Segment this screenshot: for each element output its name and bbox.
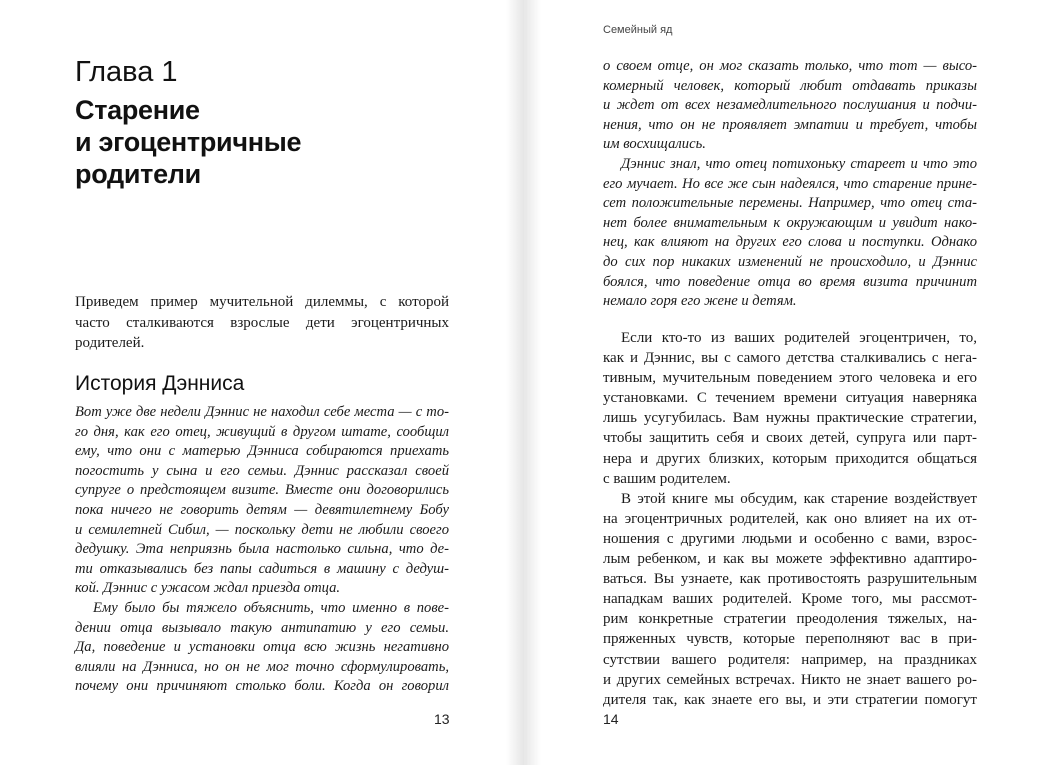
text-line: немало горя его жене и детям.: [603, 293, 797, 310]
story-continuation: [603, 57, 977, 312]
text-line: пряженных чувств, которые переполняют вас в при-: [603, 631, 977, 648]
text-line: лишь усугубилась. Вам нужны практические стратегии,: [603, 410, 977, 427]
text-line: дителя так, как знаете его вы, и эти стратегии помогут: [603, 691, 977, 708]
left-page: [0, 0, 524, 765]
text-line: чтобы защитить себя и своих детей, супруга или парт-: [603, 430, 977, 447]
story-text: [75, 403, 449, 697]
text-line: нера и других близких, которым приходится общаться: [603, 450, 977, 467]
text-line: нения, что он не проявляет эмпатии и требует, чтобы: [603, 116, 977, 133]
gutter-shadow: [527, 0, 541, 765]
text-line: Да, поведение и установки отца всю жизнь негативно: [75, 639, 449, 656]
text-line: рим конкретные стратегии преодоления тяжелых, на-: [603, 611, 977, 628]
text-line: с вашим родителем.: [603, 470, 731, 487]
text-line: боялся, что поведение отца во время визита причинит: [603, 273, 977, 290]
text-line: нец, как влияют на других его слова и поступки. Однако: [603, 234, 977, 251]
gutter-shadow: [506, 0, 524, 765]
text-line: как и Дэннис, вы с самого детства сталкивались с нега-: [603, 350, 977, 367]
text-line: ти отказывались без папы садиться в машину с дедуш-: [75, 560, 449, 577]
chapter-title-line: Старение: [75, 95, 200, 125]
body-paragraph: [603, 489, 977, 710]
text-line: нападкам ваших родителей. Кроме того, мы рассмот-: [603, 591, 977, 608]
text-line: дении отца вызывало такую антипатию у его семьи.: [75, 619, 449, 636]
text-line: го дня, как его отец, живущий в другом штате, сообщил: [75, 423, 449, 440]
page-number: 14: [603, 711, 619, 727]
chapter-number: Глава 1: [75, 56, 178, 88]
text-line: и ждет от всех незамедлительного послушания и подчи-: [603, 97, 977, 114]
text-line: на эгоцентричных родителей, как оно влияет на их от-: [603, 510, 977, 527]
running-head: Семейный яд: [603, 24, 673, 36]
chapter-title: [75, 94, 475, 190]
text-line: супруге о предстоящем визите. Вместе они договорились: [75, 482, 449, 499]
text-line: Приведем пример мучительной дилеммы, с которой: [75, 294, 449, 310]
body-text: [603, 328, 977, 710]
intro-paragraph: [75, 292, 449, 354]
text-line: установками. С течением времени ситуация наверняка: [603, 390, 977, 407]
text-line: лым ребенком, и как вы можете эффективно адаптиро-: [603, 551, 977, 568]
chapter-title-line: родители: [75, 159, 201, 189]
text-line: нет более внимательным к окружающим и увидит нако-: [603, 214, 977, 231]
text-line: и семилетней Сибил, — поскольку дети не любили своего: [75, 521, 449, 538]
text-line: пока ничего не говорить детям — девятилетнему Бобу: [75, 501, 449, 518]
chapter-title-line: и эгоцентричные: [75, 127, 302, 157]
story-paragraph: [603, 57, 977, 155]
text-line: и других семейных встречах. Никто не знает вашего ро-: [603, 671, 977, 688]
text-line: Ему было бы тяжело объяснить, что именно в пове-: [93, 599, 449, 616]
text-line: его мучает. Но все же сын надеялся, что старение прине-: [603, 175, 977, 192]
text-line: им восхищались.: [603, 136, 706, 153]
text-line: дедушку. Эта неприязнь была настолько сильна, что де-: [75, 541, 449, 558]
text-line: погостить у сына и его семьи. Дэннис рассказал своей: [75, 462, 449, 479]
text-line: почему они причиняют столько боли. Когда он говорил: [75, 678, 449, 695]
body-paragraph: [603, 328, 977, 489]
text-line: ваться. Вы узнаете, как противостоять разрушительным: [603, 571, 977, 588]
page-number: 13: [434, 711, 450, 727]
text-line: В этой книге мы обсудим, как старение воздействует: [621, 490, 977, 507]
text-line: кой. Дэннис с ужасом ждал приезда отца.: [75, 580, 341, 597]
section-heading: История Дэнниса: [75, 372, 245, 395]
text-line: ему, что они с матерью Дэнниса собираются приехать: [75, 443, 449, 460]
text-line: тивным, мучительным поведением этого человека и его: [603, 370, 977, 387]
text-line: о своем отце, он мог сказать только, что тот — высо-: [603, 58, 977, 74]
text-line: Если кто-то из ваших родителей эгоцентричен, то,: [621, 330, 977, 346]
text-line: ношения с другими людьми и особенно с вами, взрос-: [603, 530, 977, 547]
text-line: родителей.: [75, 335, 145, 351]
text-line: до сих пор никаких изменений не происходило, и Дэннис: [603, 253, 977, 270]
text-line: комерный человек, который любит отдавать приказы: [603, 77, 977, 94]
text-line: сутствии вашего родителя: например, на праздниках: [603, 651, 977, 668]
text-line: сет положительные перемены. Например, что отец ста-: [603, 195, 977, 212]
right-page: [527, 0, 1050, 765]
story-paragraph: [75, 403, 449, 599]
text-line: влияли на Дэнниса, но он не мог точно сформулировать,: [75, 658, 449, 675]
text-line: Вот уже две недели Дэннис не находил себе места — с то-: [75, 404, 449, 420]
text-line: Дэннис знал, что отец потихоньку стареет и что это: [621, 155, 977, 172]
text-line: часто сталкиваются взрослые дети эгоцентричных: [75, 314, 449, 331]
story-paragraph: [75, 599, 449, 697]
story-paragraph: [603, 155, 977, 312]
